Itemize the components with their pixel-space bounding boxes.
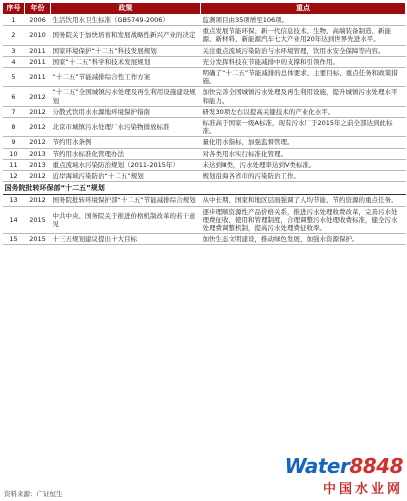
- row-focus: 从中长期、国家和地区层面强调了人均节能、节约资源的重点任务。: [201, 195, 406, 206]
- row-policy: 国务院关于加快培育和发展战略性新兴产业的决定: [51, 26, 201, 45]
- row-policy: 节约用水条例: [51, 137, 201, 148]
- row-policy: 节约用水标准化管理办法: [51, 148, 201, 159]
- row-number: 15: [3, 234, 25, 245]
- row-number: 14: [3, 206, 25, 234]
- header-no: 序号: [3, 3, 25, 15]
- row-number: 3: [3, 45, 25, 56]
- row-focus: 充分发挥科技在节能减排中的支撑和引领作用。: [201, 56, 406, 67]
- row-year: 2013: [25, 148, 51, 159]
- table-row: [3, 159, 406, 170]
- row-focus: 未达到Ⅲ类，污水处理率达到V类标准。: [201, 159, 406, 170]
- row-policy: “十二五”节能减排综合性工作方案: [51, 68, 201, 87]
- row-focus: 明确了“十二五”节能减排的总体要求、主要目标、重点任务和政策措施。: [201, 68, 406, 87]
- row-year: 2012: [25, 137, 51, 148]
- row-year: 2012: [25, 195, 51, 206]
- watermark-blue: Water: [284, 454, 350, 478]
- watermark-logo: [285, 454, 403, 497]
- row-focus: 标准高于国家一级A标准，现有污水厂于2015年之前全部达到此标准。: [201, 118, 406, 137]
- policy-table: [2, 2, 406, 245]
- row-number: 5: [3, 68, 25, 87]
- row-number: 8: [3, 118, 25, 137]
- table-row: [3, 15, 406, 26]
- row-number: 2: [3, 26, 25, 45]
- row-year: 2015: [25, 206, 51, 234]
- table-row: [3, 195, 406, 206]
- source-note: 资料来源：广证恒生: [4, 490, 63, 498]
- row-policy: 分散式饮用水水源地环境保护指南: [51, 106, 201, 117]
- row-policy: 重点流域水污染防治规划（2011-2015年）: [51, 159, 201, 170]
- watermark-sub: 中国水业网: [322, 482, 403, 497]
- row-focus: 关注重点流域污染防治与水环境管理，饮用水安全保障等内容。: [201, 45, 406, 56]
- row-year: 2011: [25, 68, 51, 87]
- table-row: [3, 118, 406, 137]
- row-policy: 中共中央、国务院关于推进价格机制改革的若干意见: [51, 206, 201, 234]
- row-focus: 规划沿海各省市的污染防治工作。: [201, 171, 406, 182]
- table-row: [3, 45, 406, 56]
- table-header-row: [3, 3, 406, 15]
- table-row: [3, 234, 406, 245]
- section-title: 国务院批转环保部“十二五”规划: [3, 182, 406, 195]
- header-policy: 政策: [51, 3, 201, 15]
- row-number: 10: [3, 148, 25, 159]
- row-number: 7: [3, 106, 25, 117]
- row-focus: 重点发展节能环保、新一代信息技术、生物、高端装备制造、新能源、新材料、新能源汽车七大产业用20年达到世界先进水平。: [201, 26, 406, 45]
- row-policy: 国家“十二五”科学和技术发展规划: [51, 56, 201, 67]
- row-number: 6: [3, 87, 25, 106]
- row-policy: 生活饮用水卫生标准（GB5749-2006）: [51, 15, 201, 26]
- row-focus: 量化用水指标，加强监督管理。: [201, 137, 406, 148]
- table-row: [3, 148, 406, 159]
- row-year: 2013: [25, 159, 51, 170]
- row-year: 2010: [25, 26, 51, 45]
- row-focus: 逐步理顺资源性产品价格关系，推进污水处理收费改革，完善污水处理费征收、使用和管理制度，合理调整污水处理收费标准，健全污水处理费调整机制，提高污水处理费征收率。: [201, 206, 406, 234]
- row-number: 13: [3, 195, 25, 206]
- row-year: 2012: [25, 106, 51, 117]
- row-policy: 十三五规划建议提出十大目标: [51, 234, 201, 245]
- table-row: [3, 206, 406, 234]
- table-row: [3, 68, 406, 87]
- row-policy: 近岸海域污染防治“十二五”规划: [51, 171, 201, 182]
- row-policy: “十二五”全国城镇污水处理及再生利用设施建设规划: [51, 87, 201, 106]
- table-row: [3, 137, 406, 148]
- row-year: 2012: [25, 171, 51, 182]
- row-focus: 加快生态文明建设，推动绿色发展，加强水资源保护。: [201, 234, 406, 245]
- watermark-main: [285, 454, 403, 478]
- row-policy: 国家环境保护“十二五”科技发展规划: [51, 45, 201, 56]
- watermark-red: 8848: [349, 454, 403, 478]
- row-year: 2012: [25, 118, 51, 137]
- row-number: 1: [3, 15, 25, 26]
- row-policy: 国务院批转环境保护部“十二五”节能减排综合规划: [51, 195, 201, 206]
- table-body-second: [3, 195, 406, 245]
- row-year: 2006: [25, 15, 51, 26]
- row-number: 4: [3, 56, 25, 67]
- table-row: [3, 171, 406, 182]
- row-year: 2015: [25, 234, 51, 245]
- row-focus: 研发30项左右以提高关键技术的产业化水平。: [201, 106, 406, 117]
- row-year: 2012: [25, 87, 51, 106]
- table-body-main: [3, 15, 406, 182]
- table-row: [3, 26, 406, 45]
- table-row: [3, 106, 406, 117]
- row-year: 2011: [25, 56, 51, 67]
- row-number: 9: [3, 137, 25, 148]
- table-row: [3, 56, 406, 67]
- section-row: [3, 182, 406, 195]
- row-number: 11: [3, 159, 25, 170]
- row-focus: 加快完善全国城镇污水处理及再生利用设施，提升城镇污水处理水平和能力。: [201, 87, 406, 106]
- table-row: [3, 87, 406, 106]
- row-focus: 监测项目由35项增至106项。: [201, 15, 406, 26]
- row-focus: 对各类用水实行标准化管理。: [201, 148, 406, 159]
- row-policy: 北京市城镇污水处理厂水污染物排放标准: [51, 118, 201, 137]
- header-year: 年份: [25, 3, 51, 15]
- row-number: 12: [3, 171, 25, 182]
- header-focus: 重点: [201, 3, 406, 15]
- row-year: 2011: [25, 45, 51, 56]
